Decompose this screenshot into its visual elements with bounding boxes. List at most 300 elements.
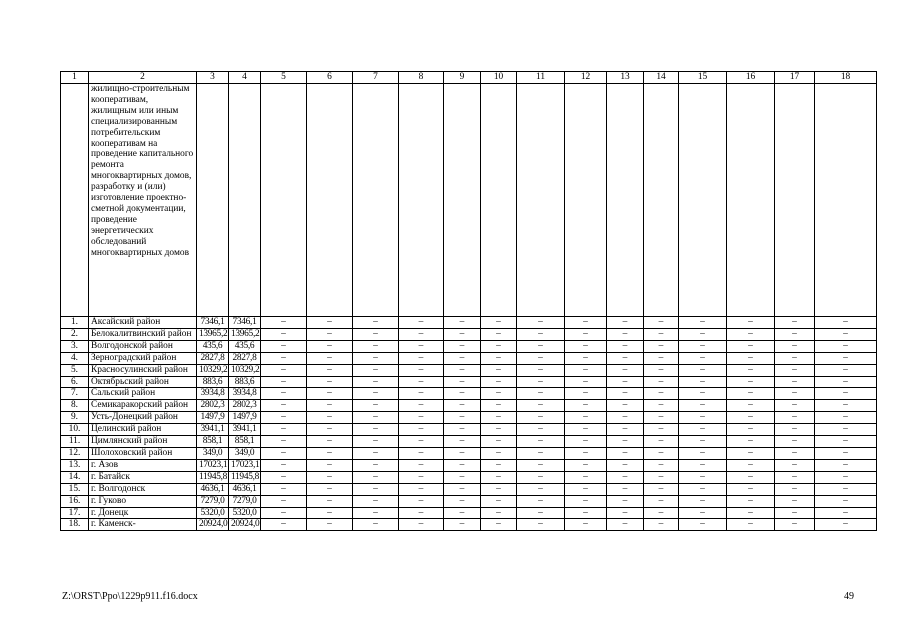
- dash-cell: –: [815, 424, 877, 436]
- dash-cell: –: [353, 317, 399, 329]
- empty-cell: [565, 84, 607, 317]
- table-row: [61, 388, 877, 400]
- dash-cell: –: [261, 412, 307, 424]
- row-name: Сальский район: [89, 388, 197, 400]
- dash-cell: –: [444, 376, 481, 388]
- dash-cell: –: [775, 447, 815, 459]
- row-name: Целинский район: [89, 424, 197, 436]
- dash-cell: –: [444, 364, 481, 376]
- dash-cell: –: [775, 483, 815, 495]
- row-name: г. Каменск-: [89, 519, 197, 531]
- row-value-col4: 5320,0: [229, 507, 261, 519]
- table-row: [61, 436, 877, 448]
- dash-cell: –: [353, 364, 399, 376]
- dash-cell: –: [399, 364, 444, 376]
- column-header-16: 16: [727, 72, 775, 84]
- dash-cell: –: [444, 328, 481, 340]
- data-table: [60, 71, 877, 531]
- row-name: Аксайский район: [89, 317, 197, 329]
- empty-cell: [679, 84, 727, 317]
- dash-cell: –: [517, 352, 565, 364]
- dash-cell: –: [679, 471, 727, 483]
- dash-cell: –: [307, 447, 353, 459]
- column-header-6: 6: [307, 72, 353, 84]
- dash-cell: –: [481, 459, 517, 471]
- dash-cell: –: [481, 400, 517, 412]
- empty-cell: [517, 84, 565, 317]
- dash-cell: –: [727, 352, 775, 364]
- dash-cell: –: [353, 424, 399, 436]
- dash-cell: –: [307, 376, 353, 388]
- dash-cell: –: [607, 328, 644, 340]
- dash-cell: –: [517, 519, 565, 531]
- row-value-col3: 2827,8: [197, 352, 229, 364]
- dash-cell: –: [399, 328, 444, 340]
- table-row: [61, 495, 877, 507]
- dash-cell: –: [444, 471, 481, 483]
- dash-cell: –: [307, 507, 353, 519]
- dash-cell: –: [399, 412, 444, 424]
- dash-cell: –: [607, 352, 644, 364]
- dash-cell: –: [307, 317, 353, 329]
- column-header-15: 15: [679, 72, 727, 84]
- dash-cell: –: [261, 376, 307, 388]
- dash-cell: –: [679, 495, 727, 507]
- dash-cell: –: [607, 376, 644, 388]
- dash-cell: –: [679, 388, 727, 400]
- row-number: 15.: [61, 483, 89, 495]
- table-row: [61, 376, 877, 388]
- dash-cell: –: [607, 340, 644, 352]
- dash-cell: –: [261, 352, 307, 364]
- dash-cell: –: [261, 424, 307, 436]
- row-value-col4: 20924,0: [229, 519, 261, 531]
- dash-cell: –: [644, 364, 679, 376]
- row-name: Усть-Донецкий район: [89, 412, 197, 424]
- row-number: 18.: [61, 519, 89, 531]
- intro-row: [61, 84, 877, 317]
- column-header-5: 5: [261, 72, 307, 84]
- footer-file-path: Z:\ORST\Ppo\1229p911.f16.docx: [62, 591, 198, 602]
- dash-cell: –: [353, 447, 399, 459]
- column-header-13: 13: [607, 72, 644, 84]
- row-number: 11.: [61, 436, 89, 448]
- dash-cell: –: [444, 436, 481, 448]
- dash-cell: –: [399, 424, 444, 436]
- table-row: [61, 400, 877, 412]
- column-header-2: 2: [89, 72, 197, 84]
- row-name: Белокалитвинский район: [89, 328, 197, 340]
- dash-cell: –: [607, 483, 644, 495]
- table-row: [61, 317, 877, 329]
- dash-cell: –: [607, 495, 644, 507]
- dash-cell: –: [679, 447, 727, 459]
- dash-cell: –: [775, 495, 815, 507]
- row-value-col4: 858,1: [229, 436, 261, 448]
- dash-cell: –: [353, 388, 399, 400]
- table-row: [61, 507, 877, 519]
- row-value-col3: 2802,3: [197, 400, 229, 412]
- table-row: [61, 424, 877, 436]
- row-number: 9.: [61, 412, 89, 424]
- dash-cell: –: [399, 447, 444, 459]
- empty-cell: [644, 84, 679, 317]
- dash-cell: –: [775, 400, 815, 412]
- row-number: 1.: [61, 317, 89, 329]
- table-row: [61, 483, 877, 495]
- dash-cell: –: [607, 317, 644, 329]
- table-row: [61, 459, 877, 471]
- dash-cell: –: [353, 436, 399, 448]
- row-value-col4: 349,0: [229, 447, 261, 459]
- dash-cell: –: [644, 340, 679, 352]
- intro-description: жилищно-строительным кооперативам, жилищным или иным специализированным потребительским кооперативам на проведение капитального ремонта многоквартирных домов, разработку и (или) изготовление проектно-сметной документации, проведение энергетических обследований многоквартирных домов: [89, 84, 197, 317]
- dash-cell: –: [727, 328, 775, 340]
- dash-cell: –: [261, 364, 307, 376]
- empty-cell: [399, 84, 444, 317]
- dash-cell: –: [644, 459, 679, 471]
- dash-cell: –: [353, 519, 399, 531]
- empty-cell: [727, 84, 775, 317]
- column-header-12: 12: [565, 72, 607, 84]
- dash-cell: –: [261, 447, 307, 459]
- dash-cell: –: [307, 388, 353, 400]
- dash-cell: –: [679, 400, 727, 412]
- dash-cell: –: [261, 317, 307, 329]
- table-row: [61, 447, 877, 459]
- row-value-col4: 435,6: [229, 340, 261, 352]
- row-value-col3: 20924,0: [197, 519, 229, 531]
- row-value-col4: 10329,2: [229, 364, 261, 376]
- dash-cell: –: [307, 340, 353, 352]
- dash-cell: –: [353, 483, 399, 495]
- dash-cell: –: [644, 424, 679, 436]
- empty-cell: [775, 84, 815, 317]
- dash-cell: –: [727, 495, 775, 507]
- dash-cell: –: [815, 388, 877, 400]
- dash-cell: –: [607, 507, 644, 519]
- dash-cell: –: [517, 436, 565, 448]
- row-value-col3: 883,6: [197, 376, 229, 388]
- row-value-col4: 4636,1: [229, 483, 261, 495]
- row-number: 14.: [61, 471, 89, 483]
- column-header-10: 10: [481, 72, 517, 84]
- dash-cell: –: [444, 519, 481, 531]
- dash-cell: –: [565, 340, 607, 352]
- row-number: 13.: [61, 459, 89, 471]
- dash-cell: –: [815, 376, 877, 388]
- row-value-col3: 4636,1: [197, 483, 229, 495]
- dash-cell: –: [481, 436, 517, 448]
- dash-cell: –: [775, 412, 815, 424]
- row-number: 5.: [61, 364, 89, 376]
- dash-cell: –: [679, 483, 727, 495]
- dash-cell: –: [481, 495, 517, 507]
- row-value-col3: 13965,2: [197, 328, 229, 340]
- dash-cell: –: [399, 400, 444, 412]
- dash-cell: –: [815, 471, 877, 483]
- dash-cell: –: [353, 495, 399, 507]
- dash-cell: –: [353, 459, 399, 471]
- dash-cell: –: [444, 388, 481, 400]
- dash-cell: –: [353, 412, 399, 424]
- dash-cell: –: [399, 376, 444, 388]
- dash-cell: –: [644, 507, 679, 519]
- dash-cell: –: [517, 471, 565, 483]
- dash-cell: –: [644, 400, 679, 412]
- dash-cell: –: [775, 459, 815, 471]
- row-value-col4: 13965,2: [229, 328, 261, 340]
- dash-cell: –: [644, 328, 679, 340]
- dash-cell: –: [607, 447, 644, 459]
- column-header-9: 9: [444, 72, 481, 84]
- empty-cell: [61, 84, 89, 317]
- dash-cell: –: [444, 317, 481, 329]
- dash-cell: –: [481, 412, 517, 424]
- row-name: Волгодонской район: [89, 340, 197, 352]
- dash-cell: –: [679, 376, 727, 388]
- dash-cell: –: [644, 519, 679, 531]
- column-header-17: 17: [775, 72, 815, 84]
- row-value-col3: 7346,1: [197, 317, 229, 329]
- dash-cell: –: [517, 340, 565, 352]
- dash-cell: –: [644, 352, 679, 364]
- dash-cell: –: [565, 459, 607, 471]
- dash-cell: –: [565, 400, 607, 412]
- dash-cell: –: [353, 376, 399, 388]
- dash-cell: –: [444, 340, 481, 352]
- row-number: 8.: [61, 400, 89, 412]
- dash-cell: –: [307, 459, 353, 471]
- dash-cell: –: [565, 364, 607, 376]
- dash-cell: –: [481, 424, 517, 436]
- dash-cell: –: [261, 507, 307, 519]
- dash-cell: –: [517, 459, 565, 471]
- dash-cell: –: [815, 352, 877, 364]
- dash-cell: –: [644, 483, 679, 495]
- row-name: Семикаракорский район: [89, 400, 197, 412]
- dash-cell: –: [481, 519, 517, 531]
- row-value-col3: 3941,1: [197, 424, 229, 436]
- row-value-col4: 7346,1: [229, 317, 261, 329]
- dash-cell: –: [481, 507, 517, 519]
- dash-cell: –: [444, 495, 481, 507]
- dash-cell: –: [607, 364, 644, 376]
- dash-cell: –: [607, 519, 644, 531]
- dash-cell: –: [727, 519, 775, 531]
- empty-cell: [307, 84, 353, 317]
- dash-cell: –: [353, 400, 399, 412]
- dash-cell: –: [565, 519, 607, 531]
- dash-cell: –: [444, 483, 481, 495]
- dash-cell: –: [517, 400, 565, 412]
- dash-cell: –: [261, 471, 307, 483]
- dash-cell: –: [261, 400, 307, 412]
- row-number: 10.: [61, 424, 89, 436]
- dash-cell: –: [307, 519, 353, 531]
- dash-cell: –: [644, 412, 679, 424]
- dash-cell: –: [261, 340, 307, 352]
- dash-cell: –: [517, 376, 565, 388]
- row-name: г. Гуково: [89, 495, 197, 507]
- dash-cell: –: [307, 364, 353, 376]
- dash-cell: –: [815, 483, 877, 495]
- dash-cell: –: [727, 388, 775, 400]
- dash-cell: –: [261, 388, 307, 400]
- dash-cell: –: [607, 459, 644, 471]
- dash-cell: –: [727, 412, 775, 424]
- row-value-col3: 10329,2: [197, 364, 229, 376]
- dash-cell: –: [261, 436, 307, 448]
- dash-cell: –: [481, 471, 517, 483]
- dash-cell: –: [727, 376, 775, 388]
- row-value-col3: 11945,8: [197, 471, 229, 483]
- dash-cell: –: [517, 317, 565, 329]
- row-value-col4: 3941,1: [229, 424, 261, 436]
- dash-cell: –: [399, 436, 444, 448]
- dash-cell: –: [679, 519, 727, 531]
- dash-cell: –: [775, 436, 815, 448]
- dash-cell: –: [775, 376, 815, 388]
- row-number: 4.: [61, 352, 89, 364]
- dash-cell: –: [815, 459, 877, 471]
- dash-cell: –: [679, 424, 727, 436]
- dash-cell: –: [565, 376, 607, 388]
- dash-cell: –: [644, 436, 679, 448]
- dash-cell: –: [517, 388, 565, 400]
- table-row: [61, 519, 877, 531]
- dash-cell: –: [679, 459, 727, 471]
- column-header-11: 11: [517, 72, 565, 84]
- dash-cell: –: [679, 412, 727, 424]
- empty-cell: [353, 84, 399, 317]
- column-header-7: 7: [353, 72, 399, 84]
- dash-cell: –: [565, 412, 607, 424]
- dash-cell: –: [565, 352, 607, 364]
- dash-cell: –: [565, 471, 607, 483]
- dash-cell: –: [399, 388, 444, 400]
- row-value-col3: 349,0: [197, 447, 229, 459]
- dash-cell: –: [261, 495, 307, 507]
- dash-cell: –: [444, 352, 481, 364]
- row-name: г. Азов: [89, 459, 197, 471]
- dash-cell: –: [353, 328, 399, 340]
- row-name: Зерноградский район: [89, 352, 197, 364]
- dash-cell: –: [261, 328, 307, 340]
- dash-cell: –: [444, 459, 481, 471]
- dash-cell: –: [444, 447, 481, 459]
- dash-cell: –: [517, 424, 565, 436]
- row-name: г. Батайск: [89, 471, 197, 483]
- empty-cell: [444, 84, 481, 317]
- dash-cell: –: [307, 483, 353, 495]
- dash-cell: –: [775, 340, 815, 352]
- dash-cell: –: [261, 459, 307, 471]
- dash-cell: –: [727, 340, 775, 352]
- dash-cell: –: [444, 412, 481, 424]
- column-header-18: 18: [815, 72, 877, 84]
- dash-cell: –: [727, 424, 775, 436]
- dash-cell: –: [481, 328, 517, 340]
- dash-cell: –: [815, 507, 877, 519]
- dash-cell: –: [565, 424, 607, 436]
- row-value-col3: 435,6: [197, 340, 229, 352]
- dash-cell: –: [679, 340, 727, 352]
- dash-cell: –: [353, 352, 399, 364]
- dash-cell: –: [775, 328, 815, 340]
- dash-cell: –: [481, 483, 517, 495]
- empty-cell: [229, 84, 261, 317]
- header-row: [61, 72, 877, 84]
- table-row: [61, 328, 877, 340]
- column-header-8: 8: [399, 72, 444, 84]
- dash-cell: –: [815, 317, 877, 329]
- dash-cell: –: [399, 495, 444, 507]
- dash-cell: –: [775, 388, 815, 400]
- dash-cell: –: [607, 412, 644, 424]
- dash-cell: –: [727, 447, 775, 459]
- row-value-col3: 7279,0: [197, 495, 229, 507]
- row-name: Шолоховский район: [89, 447, 197, 459]
- dash-cell: –: [517, 495, 565, 507]
- table-row: [61, 364, 877, 376]
- dash-cell: –: [307, 471, 353, 483]
- column-header-4: 4: [229, 72, 261, 84]
- empty-cell: [815, 84, 877, 317]
- row-value-col4: 1497,9: [229, 412, 261, 424]
- dash-cell: –: [353, 507, 399, 519]
- dash-cell: –: [399, 352, 444, 364]
- row-value-col3: 1497,9: [197, 412, 229, 424]
- dash-cell: –: [399, 459, 444, 471]
- dash-cell: –: [353, 340, 399, 352]
- dash-cell: –: [607, 388, 644, 400]
- dash-cell: –: [307, 424, 353, 436]
- dash-cell: –: [727, 471, 775, 483]
- column-header-3: 3: [197, 72, 229, 84]
- dash-cell: –: [307, 412, 353, 424]
- dash-cell: –: [399, 317, 444, 329]
- empty-cell: [197, 84, 229, 317]
- dash-cell: –: [679, 507, 727, 519]
- dash-cell: –: [517, 328, 565, 340]
- column-header-1: 1: [61, 72, 89, 84]
- dash-cell: –: [815, 340, 877, 352]
- dash-cell: –: [481, 340, 517, 352]
- dash-cell: –: [644, 388, 679, 400]
- dash-cell: –: [565, 495, 607, 507]
- dash-cell: –: [444, 400, 481, 412]
- dash-cell: –: [565, 328, 607, 340]
- dash-cell: –: [565, 447, 607, 459]
- row-name: Красносулинский район: [89, 364, 197, 376]
- row-number: 12.: [61, 447, 89, 459]
- dash-cell: –: [815, 495, 877, 507]
- dash-cell: –: [307, 436, 353, 448]
- dash-cell: –: [679, 328, 727, 340]
- dash-cell: –: [775, 424, 815, 436]
- dash-cell: –: [679, 436, 727, 448]
- row-value-col4: 883,6: [229, 376, 261, 388]
- dash-cell: –: [644, 447, 679, 459]
- dash-cell: –: [815, 519, 877, 531]
- row-name: Октябрьский район: [89, 376, 197, 388]
- dash-cell: –: [775, 519, 815, 531]
- row-number: 16.: [61, 495, 89, 507]
- row-value-col3: 858,1: [197, 436, 229, 448]
- dash-cell: –: [607, 436, 644, 448]
- dash-cell: –: [261, 519, 307, 531]
